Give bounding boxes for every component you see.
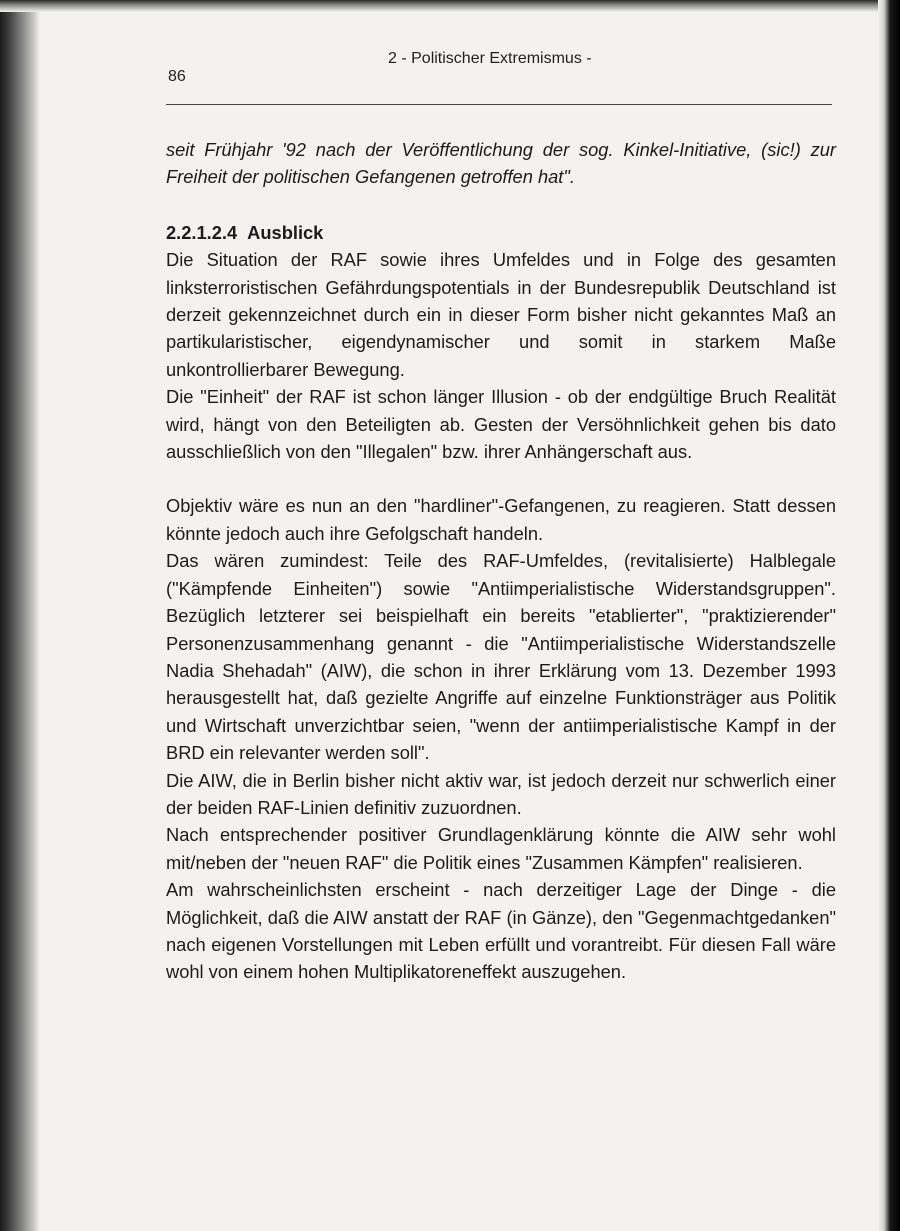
paragraph-grundlagen: Nach entsprechender positiver Grundlagenklärung könnte die AIW sehr wohl mit/neben der "neuen RAF" die Politik eines "Zusammen Kämpfen" realisieren. bbox=[166, 824, 836, 873]
paragraph-wahrscheinlich: Am wahrscheinlichsten erscheint - nach derzeitiger Lage der Dinge - die Möglichkeit, daß die AIW anstatt der RAF (in Gänze), den "Gegenmachtgedanken" nach eigenen Vorstellungen mit Leben erfüllt und vorantreibt. Für diesen Fall wäre wohl von einem hohen Multiplikatoreneffekt auszugehen. bbox=[166, 879, 836, 983]
paragraph-situation: Die Situation der RAF sowie ihres Umfeldes und in Folge des gesamten linksterroristischen Gefährdungspotentials in der Bundesrepublik Deutschland ist derzeit gekennzeichnet durch ein in dieser Form bisher nicht gekanntes Maß an partikularistischer, eigendynamischer und somit in starkem Maße unkontrollierbarer Bewegung. bbox=[166, 249, 836, 380]
binding-shadow bbox=[0, 0, 40, 1231]
spacer bbox=[166, 465, 836, 492]
section-heading bbox=[166, 219, 836, 246]
page-number: 86 bbox=[168, 68, 186, 85]
intro-paragraph: seit Frühjahr '92 nach der Veröffentlichung der sog. Kinkel-Initiative, (sic!) zur Freiheit der politischen Gefangenen getroffen hat". bbox=[166, 139, 836, 188]
section-number: 2.2.1.2.4 bbox=[166, 221, 238, 243]
paragraph-umfeld: Das wären zumindest: Teile des RAF-Umfeldes, (revitalisierte) Halblegale ("Kämpfende Einheiten") sowie "Antiimperialistische Widerstandsgruppen". Bezüglich letzterer sei beispielhaft ein bereits "etablierter", "praktizierender" Personenzusammenhang genannt - die "Antiimperialistische Widerstandszelle Nadia Shehadah" (AIW), die schon in ihrer Erklärung vom 13. Dezember 1993 herausgestellt hat, daß gezielte Angriffe auf einzelne Funktionsträger aus Politik und Wirtschaft unverzichtbar seien, "wenn der antiimperialistische Kampf in der BRD ein relevanter werden soll". bbox=[166, 550, 836, 764]
paragraph-objektiv: Objektiv wäre es nun an den "hardliner"-Gefangenen, zu reagieren. Statt dessen könnte jedoch auch ihre Gefolgschaft handeln. bbox=[166, 495, 836, 544]
right-edge-shadow bbox=[878, 0, 900, 1231]
paragraph-aiw-berlin: Die AIW, die in Berlin bisher nicht aktiv war, ist jedoch derzeit nur schwerlich einer der beiden RAF-Linien definitiv zuzuordnen. bbox=[166, 769, 836, 818]
page-body bbox=[166, 136, 836, 986]
header-rule bbox=[166, 104, 832, 105]
top-edge-shadow bbox=[0, 0, 900, 12]
paragraph-einheit: Die "Einheit" der RAF ist schon länger Illusion - ob der endgültige Bruch Realität wird, hängt von den Beteiligten ab. Gesten der Versöhnlichkeit gehen bis dato ausschließlich von den "Illegalen" bzw. ihrer Anhängerschaft aus. bbox=[166, 386, 836, 463]
section-title: Ausblick bbox=[247, 221, 324, 243]
running-header: 2 - Politischer Extremismus - bbox=[388, 50, 592, 67]
spacer bbox=[166, 191, 836, 219]
